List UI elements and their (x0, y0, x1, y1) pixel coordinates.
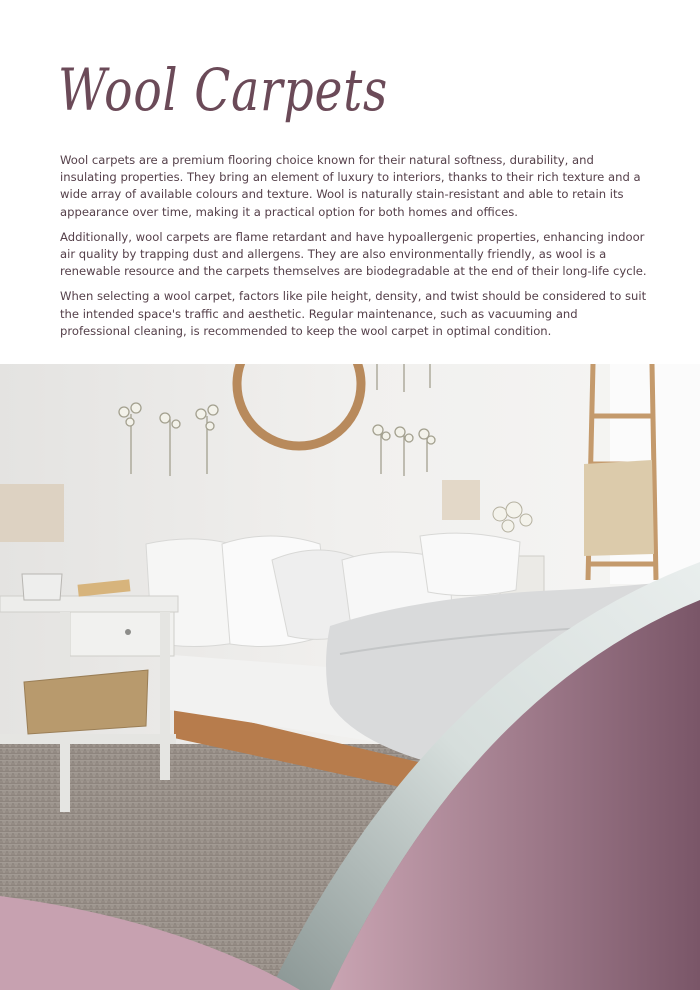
lamp-shade-right (442, 480, 480, 520)
page-title-text: Wool Carpets (58, 56, 388, 124)
paragraph-intro: Wool carpets are a premium flooring choice known for their natural softness, durability, and insulating properties. They bring an element of luxury to interiors, thanks to their rich texture and a wide array of available colours and texture. Wool is naturally stain-resistant and able to retain its appearance over time, making it a practical option for both homes and offices. (60, 153, 641, 219)
beige-throw (584, 460, 654, 556)
page-title (56, 52, 656, 132)
mug (22, 574, 62, 600)
lamp-shade-left (0, 484, 64, 542)
paragraph-benefits: Additionally, wool carpets are flame retardant and have hypoallergenic properties, enhancing indoor air quality by trapping dust and allergens. They are also environmentally friendly, as wool is a renewable resource and the carpets themselves are biodegradable at the end of their long-life cycle. (60, 229, 647, 279)
paragraph-selection: When selecting a wool carpet, factors like pile height, density, and twist should be considered to suit the intended space's traffic and aesthetic. Regular maintenance, such as vacuuming and professional cleaning, is recommended to keep the wool carpet in optimal condition. (60, 289, 647, 338)
bedroom-photo (0, 364, 700, 990)
article-body (60, 152, 650, 348)
